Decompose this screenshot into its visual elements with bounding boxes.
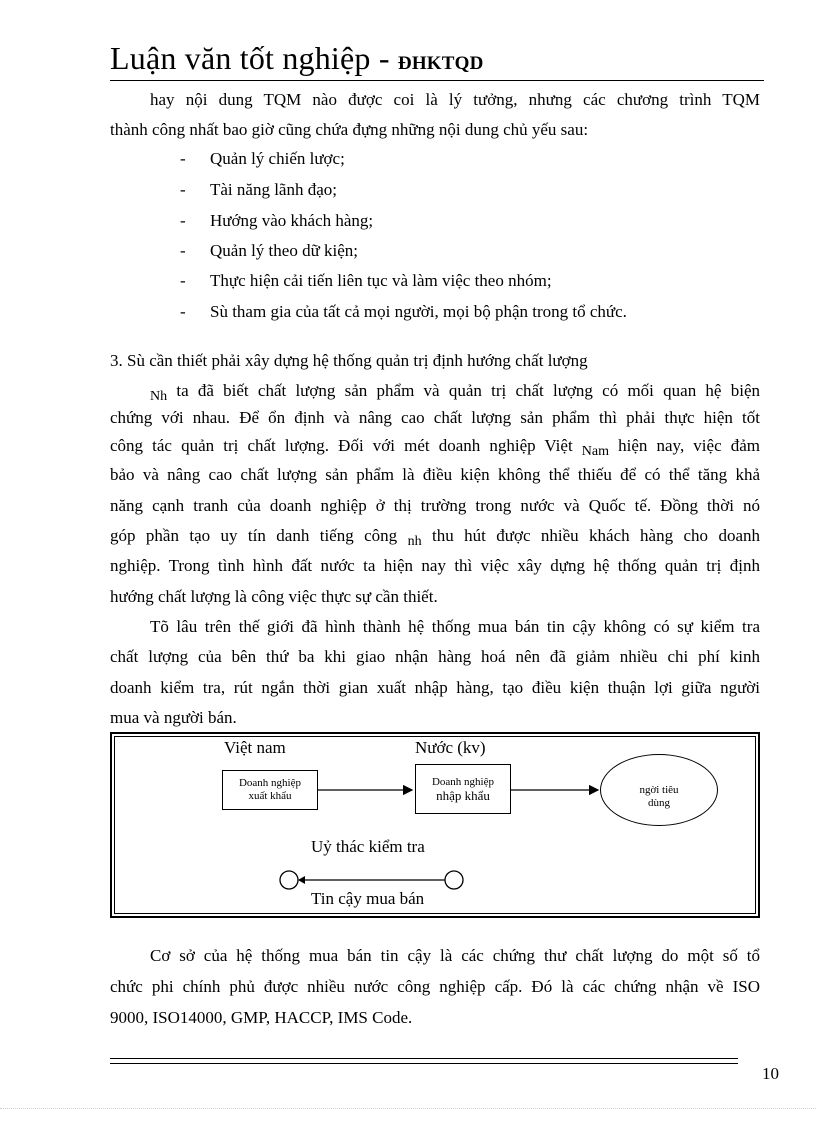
paragraph-line [150, 380, 760, 404]
paragraph-line: mua và người bán. [110, 708, 237, 727]
paragraph-line: doanh kiểm tra, rút ngắn thời gian xuất nhập hàng, tạo điều kiện thuận lợi giữa người [110, 678, 760, 697]
list-item [180, 211, 373, 231]
footer-rule [110, 1063, 738, 1064]
list-item-text: Quản lý chiến lược; [210, 149, 345, 168]
paragraph-line: chức phi chính phủ được nhiều nước công nghiệp cấp. Đó là các chứng nhận về ISO [110, 977, 760, 996]
label-delegate-inspection: Uỷ thác kiểm tra [311, 837, 425, 856]
list-item-text: Tài năng lãnh đạo; [210, 180, 337, 199]
list-item-text: Thực hiện cải tiến liên tục và làm việc theo nhóm; [210, 271, 552, 290]
paragraph-line [110, 525, 760, 549]
list-item-text: Sù tham gia của tất cả mọi người, mọi bộ phận trong tổ chức. [210, 302, 627, 321]
list-item-text: Hướng vào khách hàng; [210, 211, 374, 230]
paragraph-fragment: Nam [581, 444, 610, 459]
trade-diagram [110, 732, 760, 918]
paragraph-line: Tõ lâu trên thế giới đã hình thành hệ thống mua bán tin cậy không có sự kiểm tra [150, 617, 760, 636]
importer-box-line1: Doanh nghiệp [431, 776, 494, 788]
paragraph-line: nghiệp. Trong tình hình đất nước ta hiện nay thì việc xây dựng hệ thống quản trị định [110, 556, 760, 575]
list-item [180, 302, 627, 322]
paragraph-fragment: hiện nay, việc đảm [609, 436, 760, 455]
trust-arrowhead-left [298, 876, 305, 884]
label-trusted-trade: Tin cậy mua bán [311, 889, 425, 908]
paragraph-line: bảo và nâng cao chất lượng sản phẩm là điều kiện không thể thiếu để có thể tăng khả [110, 465, 760, 484]
label-vietnam: Việt nam [224, 738, 286, 757]
paragraph-line: Cơ sở của hệ thống mua bán tin cậy là các chứng thư chất lượng do một số tổ [150, 946, 760, 965]
page-number: 10 [762, 1064, 779, 1083]
bullet-dash: - [180, 241, 186, 260]
header-rule [110, 80, 764, 81]
bullet-dash: - [180, 271, 186, 290]
section-heading: 3. Sù cần thiết phải xây dựng hệ thống quản trị định hướng chất lượng [110, 351, 588, 370]
paragraph-line: hướng chất lượng là công việc thực sự cần thiết. [110, 587, 438, 606]
intro-line-2: thành công nhất bao giờ cũng chứa đựng những nội dung chủ yếu sau: [110, 120, 589, 139]
paragraph-line: chất lượng của bên thứ ba khi giao nhận hàng hoá nên đã giảm nhiều chi phí kinh [110, 647, 760, 666]
trust-node-right [445, 871, 463, 889]
paragraph-fragment: ta đã biết chất lượng sản phẩm và quản trị chất lượng có mối quan hệ biện [167, 381, 760, 400]
header-subtitle: ĐHKTQD [397, 53, 484, 74]
paragraph-line: năng cạnh tranh của doanh nghiệp ở thị trường trong nước và Quốc tế. Đồng thời nó [110, 496, 760, 515]
bullet-dash: - [180, 211, 186, 230]
header-separator: - [370, 40, 398, 76]
exporter-box-line2: xuất khẩu [248, 790, 292, 802]
paragraph-line: chứng với nhau. Để ổn định và nâng cao chất lượng sản phẩm thì phải thực hiện tốt [110, 408, 760, 427]
footer-rule [110, 1058, 738, 1059]
paragraph-fragment: công tác quản trị chất lượng. Đối với mét doanh nghiệp Việt [110, 436, 582, 455]
bullet-dash: - [180, 149, 186, 168]
paragraph-fragment: thu hút được nhiều khách hàng cho doanh [421, 526, 760, 545]
paragraph-fragment: nh [407, 534, 422, 549]
exporter-box-line1: Doanh nghiệp [238, 777, 301, 789]
page-bottom-dotted-line [0, 1108, 816, 1109]
importer-box-line2: nhập khẩu [436, 788, 490, 803]
consumer-line2: dùng [648, 797, 670, 809]
label-country: Nước (kv) [415, 738, 486, 757]
list-item [180, 149, 345, 169]
page-header [110, 40, 484, 77]
list-item-text: Quản lý theo dữ kiện; [210, 241, 359, 260]
paragraph-line: 9000, ISO14000, GMP, HACCP, IMS Code. [110, 1008, 413, 1027]
consumer-line1: ngời tiêu [639, 784, 679, 796]
intro-line-1: hay nội dung TQM nào được coi là lý tưởng, nhưng các chương trình TQM [150, 90, 760, 109]
header-title: Luận văn tốt nghiệp [110, 40, 371, 76]
list-item [180, 271, 552, 291]
list-item [180, 241, 358, 261]
diagram-arrows [112, 734, 758, 916]
paragraph-fragment: Nh [150, 389, 168, 404]
paragraph-line [110, 435, 760, 459]
paragraph-fragment: góp phần tạo uy tín danh tiếng công [110, 526, 408, 545]
trust-node-left [280, 871, 298, 889]
bullet-dash: - [180, 302, 186, 321]
bullet-dash: - [180, 180, 186, 199]
list-item [180, 180, 337, 200]
